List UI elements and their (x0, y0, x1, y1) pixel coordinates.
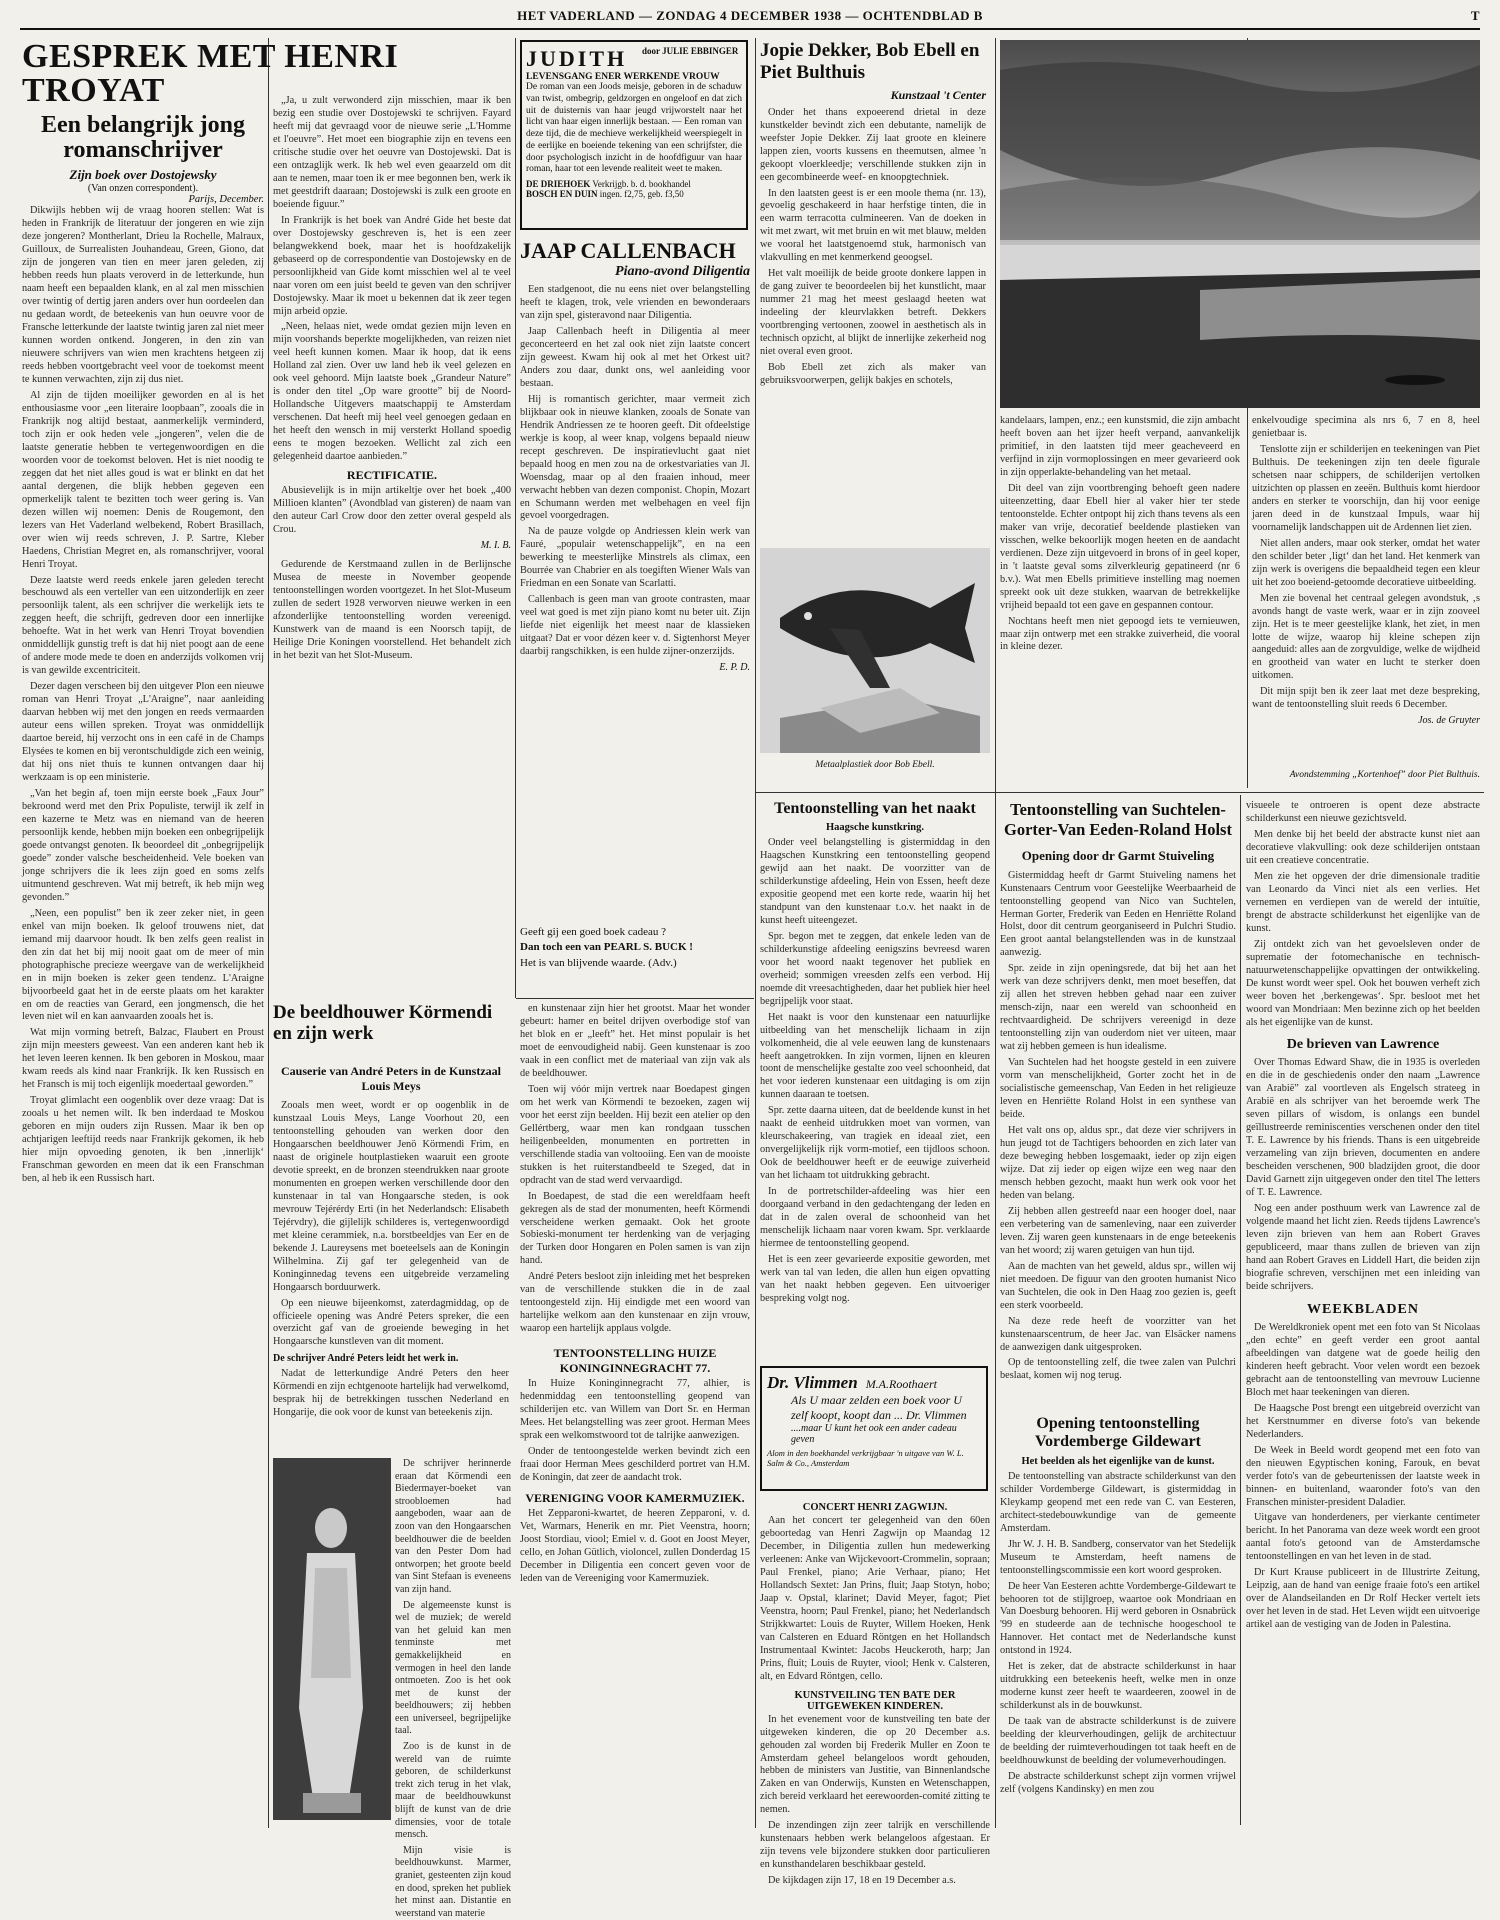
troyat-paragraph: „Van het begin af, toen mijn eerste boek „Faux Jour” bekroond werd met den Prix Populiste, terwijl ik zelf in een kazerne te Metz was en niemand van de heeren persoonlijk kende, hebben mijn boeken een onbegrijpelijk goede ontvangst genoten. Ik beoordeel dit „onbegrijpelijk goede” zonder valsche bescheidenheid. Vele boeken van jonge schrijvers die ik lees zijn goed en soms zelfs uitmuntend geschreven. Wat mij betreft, ik heb mijn weg gevonden.” (22, 788, 264, 903)
vlimmen-name: Dr. Vlimmen (767, 1373, 858, 1392)
vlimmen-footer: Alom in den boekhandel verkrijgbaar 'n uitgave van W. L. Salm & Co., Amsterdam (767, 1448, 964, 1468)
zagwijn-title: CONCERT HENRI ZAGWIJN. (802, 1502, 948, 1513)
troyat-paragraph: Wat mijn vorming betreft, Balzac, Flaubert en Proust zijn mijn meesters geweest. Van een anderen kant heb ik het leven leeren kennen. Ik ben geboren in Moskou, maar kwam reeds als kind naar Frankrijk. Ik ken Russisch en het Fransch is mij toch eigenlijk moedertaal geworden.” (22, 1027, 264, 1091)
judith-author: door JULIE EBBINGER (642, 46, 739, 56)
troyat-paragraph: Dikwijls hebben wij de vraag hooren stellen: Wat is heden in Frankrijk de literatuur der jongeren en wie zijn deze jongeren? Montherlant, Drieu la Rochelle, Malraux, Guilloux, de Surrealisten Jouhandeau, Green, Giono, dat zijn de jongeren van tien en meer jaren geleden, zij hebben reeds hun plaats veroverd in de letterkunde, hun naam heeft een bepaalden klank, en al zal men misschien over twintig of dertig jaren anders over hun oordeelen dan nu gedaan wordt, de beteekenis van hun oeuvre voor de Fransche letterkunde der laatste twintig jaren zal niet meer kunnen worden ontkend. Jongeren, in den zin van nieuwere schrijvers van wien men krachtens hetgeen zij reeds hebben voortgebracht veel voor de toekomst meent te kunnen verwachten, zijn zij dus niet. (22, 205, 264, 385)
bulthuis-paragraph: enkelvoudige specimina als nrs 6, 7 en 8, heel genietbaar is. (1252, 415, 1480, 439)
kormendi-paragraph: In Boedapest, de stad die een wereldfaam heeft gekregen als de stad der monumenten, heeft Körmendi verscheidene werken gemaakt. Ook het groote Sobieski-monument ter herdenking van de verjaging der Turken door Hongaren en Polen samen is van zijn hand. (520, 1190, 750, 1267)
troyat-dateline: Parijs, December. (188, 194, 264, 206)
troyat-column-2 (273, 95, 511, 995)
naakt-paragraph: Spr. zette daarna uiteen, dat de beeldende kunst in het naakt de eenheid uitdrukken moet van vormen, van kleurschakeering, van tragiek en ideaal ziet, een onvergelijkelijk rijk vorm-motief, een tijdloos schoon. Ook de beeldhouwer heeft er de eeuwige zuiverheid van het lichaam tot uitdrukking gebracht. (760, 1105, 990, 1182)
suchtelen-title: Tentoonstelling van Suchtelen-Gorter-Van Eeden-Roland Holst (1004, 800, 1232, 839)
callenbach-subtitle: Piano-avond Diligentia (615, 264, 750, 279)
naakt-title: Tentoonstelling van het naakt (774, 800, 976, 817)
judith-place: BOSCH EN DUIN (526, 189, 598, 200)
page-mark: T (1470, 8, 1480, 23)
section-rule (756, 792, 1484, 793)
troyat-paragraph: „Neen, helaas niet, wede omdat gezien mijn leven en mijn voorshands beperkte mogelijkheden, van reizen niet veel heeft kunnen komen. Maar ik hoop, dat ik eens Holland zal zien. Over uw land heb ik veel gelezen en ook veel gehoord. Mijn laatste boek „Grandeur Nature” is onder den titel „Op ware grootte” bij de Noord-Hollandsche Uitgevers maatschappij te Amsterdam verschenen. Dat heeft mij heel veel genoegen gedaan en het heeft den wensch in mij versterkt Holland spoedig eens te mogen bezoeken. Wellicht zal zich een gelegenheid daartoe aanbieden.” (273, 321, 511, 463)
callenbach-signature: E. P. D. (719, 662, 750, 674)
troyat-paragraph: In Frankrijk is het boek van André Gide het beste dat over Dostojewsky geschreven is, het is een zeer belangwekkend boek, maar het is hoofdzakelijk gebaseerd op de correspondentie van Dostojewsky en de persoonlijkheid van Gide komt misschien wel al te veel naar voren om een juist beeld te geven van den schrijver Dostojewsky. Maar ik moet u bekennen dat ik zeer tegen mijn arbeid opzie. (273, 214, 511, 317)
troyat-headline-block (22, 38, 512, 109)
metal-sculpture-photo (760, 548, 990, 753)
kormendi-paragraph: Zooals men weet, wordt er op oogenblik in de kunstzaal Louis Meys, Lange Voorhout 20, een tentoonstelling gehouden van werken door den Hongaarschen beeldhouwer Jenö Körmendi Frim, en naast de originele houtplastieken waaruit een groote devotie spreekt, en de bronzen steendrukken naar groote monumenten en groepen werken verschillende door den kunstenaar in tal van Hongaarsche steden, is ook mevrouw Tejérérdy Erti (in het Nederlandsch: Elisabeth Tejérvdry), die gijlelijk schilderes is, vertegenwoordigd met kleine cerammiek, n.a. borstbeeldjes van Eer en de bekende J. Laureysens met boeteelsels aan de Koningin Wilhelmina. Zij gaf ter gelegenheid van de Koninginnedag tevens een uitgebreide verzameling Hongaarsch borduurwerk. (273, 1100, 509, 1293)
suchtelen-article (1000, 800, 1236, 1410)
weekbladen-paragraph: De Week in Beeld wordt geopend met een foto van den nieuwen Egyptischen koning, Farouk, en bevat verder foto's van de gebeurtenissen der laatste week in binnen- en buitenland, waaronder foto's van den Franschen minister-president Daladier. (1246, 1444, 1480, 1508)
vlimmen-body: Als U maar zelden een boek voor U zelf koopt, koopt dan ... Dr. Vlimmen (791, 1393, 967, 1422)
lawrence-paragraph: Over Thomas Edward Shaw, die in 1935 is overleden en die in de geschiedenis onder den naam „Lawrence van Arabië” zal voortleven als Engelsch strateeg in Arabië en als schrijver van het beroemde werk The seven pillars of wisdom, is onlangs een bundel geïllustreerde reminiscenties verschenen onder den titel T. E. Lawrence by his friends. Thans is een uitgebreide verzameling van zijn brieven, documenten en andere bescheiden verschenen, 900 bladzijden groot, die door David Garnett zijn uitgegeven onder den titel The letters of T. E. Lawrence. (1246, 1057, 1480, 1199)
kormendi-column-2 (520, 1003, 750, 1825)
callenbach-paragraph: Hij is romantisch gerichter, maar vermeit zich blijkbaar ook in nieuwe klanken, zooals de Sonate van Hendrik Andriessen ze te hooren geeft. Dit ofdeelstige werkje is koop, al weer knap, volgens bepaald nieuw recept geschreven. De inspiratievlucht gaat niet bepaald hoog en men zou na de orkestvariaties van Jl. Woensdag, maar op al den fraaien inhoud, meer verwacht hebben van dezen componist. Chopin, Mozart en Schumann werden met welbehagen en veel fijn gevoel voorgedragen. (520, 393, 750, 522)
troyat-paragraph: „Ja, u zult verwonderd zijn misschien, maar ik ben bezig een studie over Dostojewski te schrijven. Fayard heeft mij dat gevraagd voor de nieuwe serie „L'Homme et l'oeuvre”. Het moet een biographie zijn en tevens een critische studie over het oeuvre van Dostojewski. Dat is een ontzaglijk werk. Ik heb wel even geaarzeld om dit aan te nemen, maar toen ik er mee begonnen ben, werk ik met geestdrift daaraan; Dostojewski is zulk een groote en boeiende figuur.” (273, 95, 511, 210)
vordemberge-paragraph: Het is zeker, dat de abstracte schilderkunst in haar uitdrukking een beteekenis heeft, welke men in onze moderne kunst zeer heeft te waardeeren, zoowel in de schilderkunst als in de bouwkunst. (1000, 1661, 1236, 1712)
column-rule (268, 38, 269, 1828)
kormendi-paragraph: Nadat de letterkundige André Peters den heer Körmendi en zijn echtgenoote hartelijk had verwelkomd, besprak hij de betrekkingen tusschen Nederland en Hongarije, die ook voor de kunst van beteekenis zijn. (273, 1368, 509, 1419)
veiling-paragraph: De kijkdagen zijn 17, 18 en 19 December a.s. (768, 1875, 956, 1887)
troyat-title: Een belangrijk jong romanschrijver (40, 112, 246, 164)
suchtelen-paragraph: Op de tentoonstelling zelf, die twee zalen van Pulchri beslaat, komen wij nog terug. (1000, 1357, 1236, 1382)
kormendi-paragraph: en kunstenaar zijn hier het grootst. Maar het wonder gebeurt: hamer en beitel drijven overbodige stof van het blok en er „leeft” het. Het minst populair is het moet de eenvoudigheid nabij. Geen kunstenaar is zoo vaak in een conflict met de materiaal van zijn vak als de beeldhouwer. (520, 1003, 750, 1079)
tentoonstelling-paragraph: Onder de tentoongestelde werken bevindt zich een fraai door Herman Mees geschilderd portret van H.M. de Koningin, dat zeer de aandacht trok. (520, 1446, 750, 1483)
callenbach-paragraph: Een stadgenoot, die nu eens niet over belangstelling heeft te klagen, trok, vele vrienden en bewonderaars van zijn spel, gisteravond naar Diligentia. (520, 284, 750, 321)
dekker-article (760, 40, 986, 545)
kormendi-subtitle: Causerie van André Peters in de Kunstzaal Louis Meys (281, 1064, 501, 1093)
statue-image (273, 1458, 391, 1820)
column-rule (1240, 795, 1241, 1825)
naakt-paragraph: Het naakt is voor den kunstenaar een natuurlijke uitbeelding van het menschelijk lichaam in zijn volkomenheid, die al vele eeuwen lang de kunstenaars heeft aangetrokken. In zijn vormen, lijnen en kleuren toont de menschelijke gestalte zoo veel schoonheid, dat het voor iederen kunstenaar een uitdaging is om zijn kunnen daaraan te toetsen. (760, 1011, 990, 1101)
column-rule (755, 38, 756, 1828)
vlimmen-advertisement (760, 1366, 988, 1491)
museum-note: Gedurende de Kerstmaand zullen in de Berlijnsche Musea de meeste in November geopende tentoonstellingen worden voortgezet. In het Slot-Museum zullen de sedert 1928 verworven nieuwe werken in een afzonderlijke tentoonstelling worden vereenigd. Kunstwerk van de maand is een Noorsch tapijt, de Heilige Drie Koningen voorstellend. Het behandelt zich in het bezit van het Slot-Museum. (273, 559, 511, 661)
vlimmen-author: M.A.Roothaert (865, 1377, 938, 1391)
abstract-paragraph: visueele te ontroeren is opent deze abstracte schilderkunst een nieuwe gezichtsveld. (1246, 800, 1480, 824)
buck-ad-tag: (Adv.) (648, 956, 677, 969)
callenbach-paragraph: Jaap Callenbach heeft in Diligentia al meer geconcerteerd en het zal ook niet zijn laatste concert zijn geweest. Kwam hij ook al met het Orkest uit? Anders zou daar, dunkt ons, wel aanleiding voor bestaan. (520, 325, 750, 389)
naakt-paragraph: Spr. begon met te zeggen, dat enkele leden van de schilderkunstige afdeeling eenigszins bevreesd waren voor het woord naakt tegenover het publiek en overheid; sommigen vreesden zelfs een verbod. Hij noemde dit vreesachtigheden, daar het publiek hier heel begrijpelijk voor staat. (760, 930, 990, 1007)
kormendi-paragraph: Mijn visie is beeldhouwkunst. Marmer, graniet, gesteenten zijn koud en dood, spreken het publiek het minst aan. Distantie en weerstand van materie (395, 1844, 511, 1919)
weekbladen-paragraph: De Haagsche Post brengt een uitgebreid overzicht van het Kerstnummer en diverse foto's van bekende Nederlanders. (1246, 1402, 1480, 1440)
troyat-paragraph: Al zijn de tijden moeilijker geworden en al is het enthousiasme voor „een literaire loopbaan”, zooals die in Frankrijk nog altijd bestaat, aanmerkelijk verminderd, toch zijn er ook heden vele „jongeren”, velen die de laatste generatie hebben te vertegenwoordigen en die woorden voor de toekomst beloven. Het is niet noodig te zeggen dat het niet alles goud is wat er blinkt en dat het aantal dergenen, die blijk hebben gegeven een opmerkelijk talent te bezitten toch weer gering is. Van dezen willen wij noemen: Denis de Rougemont, den lezers van Het Vaderland welbekend, Robert Brasillach, over wien wij reeds schreven, J. P. Sartre, Kleber Haedens, Christian Megret en, als romanschrijver, vooral Henri Troyat. (22, 389, 264, 570)
abstract-paragraph: Men zie het opgeven der drie dimensionale traditie van Leonardo da Vinci niet als een verlies. Het vernemen en verdiepen van de wereld der intuïtie, brengt de abstracte schilderkunst het eigenlijke van de kunst. (1246, 870, 1480, 934)
kormendi-paragraph: Op een nieuwe bijeenkomst, zaterdagmiddag, op de officieele opening was André Peters spreker, die een overzicht gaf van de groeiende beweging in het Hongaarsche kunstleven van dit moment. (273, 1297, 509, 1348)
ebell-paragraph: Dit deel van zijn voortbrenging behoeft geen nadere uiteenzetting, daar Ebell hier al vaker hier ter stede tentoonstelde. Echter ontpopt hij zich thans tevens als een maker van vrije, decoratief beeldende plastieken van visschen, welke bekoorlijk mogen heeten en de aandacht verdienen. Deze zijn uitgevoerd in brons of in geel koper, in 't laatste geval soms zilverkleurig gepatineerd (nr 6 b.v.). Wat men Ebells primitieve instelling mag noemen spreekt ook uit deze stukken, waarvan de betrekkelijke vrijheid bepaald tot een gave en gespannen contour. (1000, 482, 1240, 611)
column-rule (515, 38, 516, 998)
buck-ad-line: Het is van blijvende waarde. (520, 956, 646, 969)
judith-subtitle: LEVENSGANG ENER WERKENDE VROUW (526, 72, 720, 82)
dekker-paragraph: In den laatsten geest is er een moole thema (nr. 13), gevoelig geschakeerd in haar herfstige tinten, die in een warm terracotta culmineeren. Van de doeken in wit met zwart, wit met bruin en wit met blauw, melden we vooral het laatstgenoemd stuk, harmonisch van vlakvulling en met kenmerkend geoogsel. (760, 187, 986, 264)
concert-zagwijn (760, 1498, 990, 1887)
judith-publisher: DE DRIEHOEK (526, 179, 591, 190)
vordemberge-paragraph: De tentoonstelling van abstracte schilderkunst van den schilder Vordemberge Gildewart, is gistermiddag in Kleykamp geopend met een rede van C. van Eesteren, architect-stedebouwkundige van de gemeente Amsterdam. (1000, 1470, 1236, 1534)
lawrence-paragraph: Nog een ander posthuum werk van Lawrence zal de volgende maand het licht zien. Reeds tijdens Lawrence's leven zijn brieven van hem aan Robert Graves gepubliceerd, maar thans zullen de brieven van zijn hand aan Robert Graves en Liddell Hart, die beiden zijn biografie schreven, verschijnen met een inleiding van beide schrijvers. (1246, 1203, 1480, 1292)
veiling-paragraph: De inzendingen zijn zeer talrijk en verschillende kunstenaars hebben werk belangeloos afgestaan. Er zijn tevens vele bijzondere stukken door particulieren en kunsthandelaren beschikbaar gesteld. (760, 1820, 990, 1871)
kamermuziek-paragraph: Het Zepparoni-kwartet, de heeren Zepparoni, v. d. Vet, Warmars, Henerik en mr. Piet Veenstra, hoorn; Joost Stordiau, viool; Emiel v. d. Goot en Joost Meyer, cello, en Johan Gütlich, violoncel, zullen Donderdag 15 December in Diligentia een concert geven voor de leden van de Vereeniging voor Kamermuziek. (520, 1507, 750, 1584)
painting-caption: Avondstemming „Kortenhoef” door Piet Bulthuis. (1289, 770, 1480, 780)
kamermuziek-title: VERENIGING VOOR KAMERMUZIEK. (525, 1490, 745, 1505)
vordemberge-subtitle: Het beelden als het eigenlijke van de kunst. (1021, 1455, 1215, 1467)
weekbladen-paragraph: De Wereldkroniek opent met een foto van St Nicolaas „den echte” en geeft verder een groot aantal afbeeldingen van datgene wat de goede heilig den kinderen heeft gebracht. Voor velen wordt een bezoek gebracht aan de tentoonstelling van mevrouw Lucienne Bloch met haar teekeningen van dieren. (1246, 1321, 1480, 1398)
troyat-column-1 (22, 95, 264, 1830)
judith-advertisement (520, 40, 748, 230)
troyat-correspondent: (Van onzen correspondent). (87, 183, 199, 195)
kormendi-column-1b (395, 1458, 511, 1919)
bulthuis-article (1252, 415, 1480, 765)
kormendi-paragraph: De schrijver herinnerde eraan dat Körmendi een Biedermayer-boeket van stroobloemen had aangeboden, waar aan de zoon van den Hongaarschen beeldhouwer die de beelden van den Pester Dom had ontworpen; het groote beeld van Sint Stefaan is eveneens van zijn hand. (395, 1458, 511, 1595)
naakt-venue: Haagsche kunstkring. (825, 822, 925, 833)
vordemberge-paragraph: Jhr W. J. H. B. Sandberg, conservator van het Stedelijk Museum te Amsterdam, heeft namens de tentoonstellingscommissie een kort woord gesproken. (1000, 1538, 1236, 1576)
kormendi-title: De beeldhouwer Körmendi en zijn werk (273, 1002, 493, 1044)
dekker-paragraph: Bob Ebell zet zich als maker van gebruiksvoorwerpen, gelijk bakjes en schotels, (760, 362, 986, 387)
fish-sculpture-image (760, 548, 990, 753)
callenbach-title: JAAP CALLENBACH (520, 238, 736, 263)
suchtelen-paragraph: Zij hebben allen gestreefd naar een hooger doel, naar een verbetering van de samenleving, naar een zuiverder leven. Zij waren geen kunstenaars in de enge beteekenis van het woord; zij waren getuigen van hun tijd. (1000, 1205, 1236, 1256)
masthead-title: HET VADERLAND — ZONDAG 4 DECEMBER 1938 — OCHTENDBLAD B (517, 8, 983, 23)
veiling-title: KUNSTVEILING TEN BATE DER UITGEWEKEN KINDEREN. (794, 1689, 956, 1712)
buck-ad-line: Dan toch een van PEARL S. BUCK ! (520, 941, 693, 954)
naakt-article (760, 800, 990, 1360)
masthead (20, 8, 1480, 30)
vordemberge-title: Opening tentoonstelling Vordemberge Gildewart (1034, 1415, 1202, 1451)
vordemberge-article (1000, 1415, 1236, 1830)
kormendi-statue-photo (273, 1458, 391, 1820)
metal-sculpture-caption: Metaalplastiek door Bob Ebell. (815, 760, 935, 770)
vordemberge-paragraph: De abstracte schilderkunst schept zijn vormen vrijwel zelf (volgens Kandinsky) en men zou (1000, 1771, 1236, 1796)
ebell-paragraph: Nochtans heeft men niet gepoogd iets te vernieuwen, maar zijn ontwerp met een strakke zuiverheid, die vooral in kleine dezer. (1000, 615, 1240, 653)
dekker-paragraph: Onder het thans expoeerend drietal in deze kunstkelder bevindt zich een debutante, namelijk de weefster Jopie Dekker. Zij laat groote en kleinere lappen zien, voorts kussens en theemutsen, almee 'n gekoopt vloerkleedje; verschillende stukken zijn in een gecombineerde weef- en knoopgtechniek. (760, 106, 986, 183)
suchtelen-paragraph: Van Suchtelen had het hoogste gesteld in een zuivere vorm van menschelijkheid, Gorter zocht het in de socialistische gemeenschap, Van Eeden in het religieuze leven en Henriëtte Roland Holst in een synthese van beide. (1000, 1057, 1236, 1121)
naakt-paragraph: Het is een zeer gevarieerde expositie geworden, met werk van tal van leden, die allen hun eigen opvatting van het naakt hebben gegeven. Een uitvoeriger bespreking volgt nog. (760, 1254, 990, 1304)
tentoonstelling-koninginnegracht-title: TENTOONSTELLING HUIZE KONINGINNEGRACHT 77. (553, 1346, 717, 1376)
bulthuis-paragraph: Men zie bovenal het centraal gelegen avondstuk, ‚s avonds hangt de vaste werk, waar er in zijn zooveel zijn. Het is te meer geestelijke klank, het ziet, in men lotte de wijze, waarop hij kleine schepen zijn aangeduid: alles aan de zorgvuldige, welke de wijdheid en grootheid van water en lucht te sterker doen uitkomen. (1252, 592, 1480, 682)
bulthuis-paragraph: Dit mijn spijt ben ik zeer laat met deze bespreking, want de tentoonstelling sluit reeds 6 December. (1252, 686, 1480, 711)
suchtelen-paragraph: Spr. zeide in zijn openingsrede, dat bij het aan het werk van deze schrijvers denkt, men moet beseffen, dat zij allen het streven hebben gehad naar een zuiver mensch-zijn, naar een wereld van schoonheid en rechtvaardigheid. De schrijvers vereenigd in deze tentoonstelling zijn van ouderdom niet ver uiteen, maar wat zij hebben gemeen is hun idealisme. (1000, 963, 1236, 1053)
abstract-paragraph: Zij ontdekt zich van het gevoelsleven onder de suprematie der fotomechanische en technisch-natuurwetenschappelijke opvattingen der ontwikkeling. De kunst wordt weer spel. Ook het bouwen verheft zich weer boven het ‚berkengewas‘. Spr. besloot met het woord van Mondriaan: Men bezinne zich op het beelden als het eigenlijke van de kunst. (1246, 938, 1480, 1028)
rectificatie-signature: M. I. B. (480, 540, 511, 551)
naakt-paragraph: Onder veel belangstelling is gistermiddag in den Haagschen Kunstkring een tentoonstelling geopend gewijd aan het naakt. De voorzitter van de schilderkunstige afdeeling, Hein von Essen, heeft deze expositie geopend met een korte rede, waarin hij het standpunt van den kunstenaar t.o.v. het naakt in de kunst heeft uiteengezet. (760, 837, 990, 926)
judith-title: JUDITH (526, 46, 628, 71)
judith-prices: ingen. f2,75, geb. f3,50 (599, 189, 684, 200)
kormendi-paragraph: André Peters besloot zijn inleiding met het bespreken van de verschillende stukken die in de zaal tentoongesteld zijn. Hij eindigde met een woord van hartelijke welkom aan den kunstenaar en zijn vrouw, waarop een hartelijk applaus volgde. (520, 1271, 750, 1335)
troyat-paragraph: Dezer dagen verscheen bij den uitgever Plon een nieuwe roman van Henri Troyat „L'Araigne”, naar aanleiding daarvan hebben wij met den jongen en reeds vermaarden auteur eens willen spreken. Troyat was onmiddellijk daartoe bereid, hij verzocht ons in een café in de Champs Elysées te komen en bij verontschuldigde zich een weinig, dat hij ons niet thuis te kunnen ontvangen daar hij werkzaam is op een ministerie. (22, 681, 264, 784)
section-rule (516, 998, 754, 999)
bulthuis-paragraph: Tenslotte zijn er schilderijen en teekeningen van Piet Bulthuis. De teekeningen zijn ten deele figurale schetsen naar schippers, de schilderijen vertolken uitzichten op plassen en zeeën. Bulthuis komt hierdoor anders en sterker te voorschijn, dan hij voor eenige jaren deed in de kunstzaal Impuls, waar hij voornamelijk landschappen uit de Ardennen liet zien. (1252, 443, 1480, 533)
bulthuis-signature: Jos. de Gruyter (1418, 715, 1480, 727)
callenbach-paragraph: Na de pauze volgde op Andriessen klein werk van Fauré, „populair wetenschappelijk”, en na een bewerking te meesterlijke Minstrels als climax, een Bourrée van Chabrier en als toegiften Wiener Wals van Friedman en een Sonate van Scarlatti. (520, 526, 750, 590)
troyat-paragraph: Troyat glimlacht een oogenblik over deze vraag: Dat is zooals u het nemen wilt. Ik ben inderdaad te Moskou geboren en mijn ouders zijn Russen. Maar ik ben op achtjarigen leeftijd reeds naar Frankrijk gekomen, ik heb hier mijn opvoeding genoten, ik ben ‚innerlijk‘ Franschman geworden en meen dat ik een Franschman ben, al heb ik een Russisch hart. (22, 1095, 264, 1185)
vordemberge-paragraph: De heer Van Eesteren achtte Vordemberge-Gildewart te behooren tot de stijlgroep, waartoe ook Mondriaan en Van Doesburg behooren. Hij werd geboren in Osnabrück '99 en studeerde aan de technische hoogeschool te Hannover. Het contact met de Nederlandsche kunst ontstond in 1924. (1000, 1580, 1236, 1657)
troyat-paragraph: „Neen, een populist” ben ik zeer zeker niet, in geen enkel van mijn boeken. Ik geloof trouwens niet, dat iemand mij daarvoor houdt. Ik ben zelfs geen realist in den zin dat het bij mij nooit gaat om de meer of min photographische precieze weergave van de werkelijkheid en in mijn boeken is zeker geen tendenz. L'Araigne bijvoorbeeld gaat het in de eerste plaats om het karakter en om de reacties van Gerard, een jongmensch, die het leven niet wil en kan aanvaarden zooals het is. (22, 907, 264, 1023)
right-column (1246, 800, 1480, 1830)
ebell-continued (1000, 415, 1240, 790)
weekbladen-title: WEEKBLADEN (1307, 1301, 1419, 1317)
judith-body: De roman van een Joods meisje, geboren in de schaduw van twist, ombegrip, geldzorgen en ongeloof en dat zich uit de duisternis van haar jeugd vrijworstelt naar het licht van haar eigen innerlijk bestaan. — Een roman van deze tijd, die de mechieve werkelijkheid weerspiegelt in de eerlijke en boeiende tekening van een schrijfster, die door psychologisch inzicht in de hoofdfiguur van haar roman, haar tot een levende realiteit weet te maken. (526, 82, 742, 175)
kormendi-paragraph: De algemeenste kunst is wel de muziek; de wereld van het geluid kan men tenminste met gemakkelijkheid en vermogen in heel den lande ontmoeten. Zoo is het ook met de kunst der beeldhouwers; zij hebben een universeel, begrijpelijke taal. (395, 1599, 511, 1737)
vlimmen-line2: ....maar U kunt het ook een ander cadeau geven (791, 1423, 957, 1445)
painting-photo (1000, 40, 1480, 408)
suchtelen-subtitle: Opening door dr Garmt Stuiveling (1021, 847, 1215, 863)
abstract-paragraph: Men denke bij het beeld der abstracte kunst niet aan decoratieve vlakvulling: ook deze schilderijen ontstaan uit een creatieve concentratie. (1246, 828, 1480, 866)
bulthuis-paragraph: Niet allen anders, maar ook sterker, omdat het water den schilder beter ‚ligt‘ dan het land. Het kenmerk van zijn werk is overigens die bepaaldheid tegen een kleur uit het zoo boeiend-getoomde decoratieve uitbeelding. (1252, 537, 1480, 588)
troyat-subtitle: Zijn boek over Dostojewsky (69, 167, 217, 183)
weekbladen-paragraph: Dr Kurt Krause publiceert in de Illustrirte Zeitung, Leipzig, aan de hand van eenige fraaie foto's een artikel over de Alandseilanden en Dr Rolf Hecker vertelt iets over het leven in de stad. Het Leven wijdt een uitvoerige artikel aan de vestiging van de Joden in Palestina. (1246, 1567, 1480, 1631)
landscape-painting-image (1000, 40, 1480, 408)
suchtelen-paragraph: Gistermiddag heeft dr Garmt Stuiveling namens het Kunstenaars Centrum voor Geestelijke Weerbaarheid de tentoonstelling geopend van Nico van Suchtelen, Herman Gorter, Frederik van Eeden en Henriëtte Roland Holst, door dit centrum georganiseerd in Pulchri Studio. Een groot aantal belangstellenden was in de kunstzaal aanwezig. (1000, 869, 1236, 959)
kormendi-photo-caption: De schrijver André Peters leidt het werk in. (273, 1353, 459, 1365)
zagwijn-paragraph: Aan het concert ter gelegenheid van den 60en geboortedag van Henri Zagwijn op Maandag 12 December, in Diligentia zullen hun medewerking verleenen: Anke van Wijckevoort-Crommelin, sopraan; Paul Frenkel, piano; Arie Verhaar, piano; Het Hollandsch Sextet: Jan Prins, fluit; Jaap Stotyn, hobo; Jaap v. Opstal, klarinet; David Meyer, fagot; Piet Veenstra, hoorn; Paul Frenkel, piano; het Nederlandsch Strijkkwartet: Louis de Ruyter, Willem Hoeken, Henk van Calsteren en Eduard Röntgen en het Hollandsch Instrumentaal Kwintet: Jacobs Heuckeroth, harp; Jan Prins, fluit; Louis de Ruyter, viool; Henk v. Calsteren, alt, en Edvard Röntgen, cello. (760, 1515, 990, 1682)
judith-publisher-info: Verkrijgb. b. d. bookhandel (592, 179, 691, 190)
suchtelen-paragraph: Na deze rede heeft de voorzitter van het kunstenaarscentrum, de heer Jac. van Elsäcker namens de aanwezigen dank uitgesproken. (1000, 1315, 1236, 1353)
callenbach-article (520, 238, 750, 838)
suchtelen-paragraph: Het valt ons op, aldus spr., dat deze vier schrijvers in hun jeugd tot de Tachtigers behoorden en zich later van deze beweging hebben losgemaakt, ieder op zijn eigen wijze. Dat zij ieder op eigen wijze een weg naar den mensch hebben gezocht, maakt hun werk ook voor het heden van belang. (1000, 1125, 1236, 1201)
vordemberge-paragraph: De taak van de abstracte schilderkunst is de zuivere beelding der kleurverhoudingen, gelijk de architectuur de beelding der ruimteverhoudingen tot taak heeft en de beeldhouwkunst de beelding der volumeverhoudingen. (1000, 1716, 1236, 1767)
tentoonstelling-paragraph: In Huize Koninginnegracht 77, alhier, is hedenmiddag een tentoonstelling geopend van schilderijen etc. van Willem van Dort Sr. en Herman Mees. Het belangstelling was zeer groot. Herman Mees sprak een welkomstwoord tot de talrijke aanwezigen. (520, 1378, 750, 1442)
lawrence-title: De brieven van Lawrence (1286, 1037, 1440, 1053)
troyat-paragraph: Deze laatste werd reeds enkele jaren geleden terecht beschouwd als een verteller van een uitzonderlijk en zeer persoonlijk talent, als een schrijver die werkelijk iets te zeggen heeft, die schrijft, gedreven door een innerlijke behoefte. Wat in het werk van Henri Troyat bovendien onmiddellijk gunstig treft is dat hij niet poogt aan de eene of andere mode mede te doen en anderzijds volkomen vrij is van gewilde excentriciteit. (22, 574, 264, 677)
troyat-headline: GESPREK MET HENRI TROYAT (22, 38, 399, 109)
buck-ad-line: Geeft gij een goed boek cadeau ? (520, 926, 666, 938)
dekker-title: Jopie Dekker, Bob Ebell en Piet Bulthuis (760, 40, 980, 83)
veiling-paragraph: In het evenement voor de kunstveiling ten bate der uitgeweken kinderen, die op 20 December a.s. gehouden zal worden bij Frederik Muller en Zoon te Amsterdam geheel belangeloos wordt gehouden, hebben de ministers van Justitie, van Binnenlandsche Zaken en van Onderwijs, Kunsten en Wetenschappen, zich bereid verklaard het eerewoorden-comité zitting te nemen. (760, 1713, 990, 1816)
callenbach-paragraph: Callenbach is geen man van groote contrasten, maar veel wat goed is met zijn piano komt nu beter uit. Zijn liefde niet eigenlijk het meest naar de klassieken uitgaat? Dat er voor dézen keer v. d. Sigtenhorst Meyer daarbij rangschikken, is een hulde zijner-onzerzijds. (520, 594, 750, 658)
naakt-paragraph: In de portretschilder-afdeeling was hier een doorgaand verband in den gedachtengang der leden en dat in de zalen overal de schoonheid van het menschelijk lichaam naar voren kwam. Spr. verklaarde hiermee de tentoonstelling geopend. (760, 1186, 990, 1250)
kormendi-paragraph: Toen wij vóór mijn vertrek naar Boedapest gingen om het werk van Körmendi te bezoeken, zagen wij voor het eerst zijn beelden. Hij bezit een atelier op den Gellértberg, waar men kan rondgaan tusschen heiligenbeelden, monumenten en portretten in verschillende stadia van voltooiing. Een van de mooiste stukken is het ruiterstandbeeld te Szeged, dat in opdracht van de stad werd vervaardigd. (520, 1083, 750, 1186)
weekbladen-paragraph: Uitgave van honderdeners, per vierkante centimeter bericht. In het Panorama van deze week wordt een groot aantal foto's getoond van de Amsterdamsche tentoonstellingen en van het leven in de stad. (1246, 1512, 1480, 1563)
rectificatie-text: Abusievelijk is in mijn artikeltje over het boek „400 Millioen klanten” (Avondblad van gisteren) de naam van den auteur Carl Crow door den zetter overal gespeld als Crou. (273, 485, 511, 536)
kormendi-paragraph: Zoo is de kunst in de wereld van de ruimte geboren, de schilderkunst trekt zich terug in het vlak, maar de beeldhouwkunst blijft de kunst van de drie dimensies, voor de totale mensch. (395, 1741, 511, 1841)
rectificatie-title: RECTIFICATIE. (346, 468, 438, 483)
dekker-paragraph: Het valt moeilijk de beide groote donkere lappen in de gang zuiver te beoordeelen bij het kunstlicht, maar nummer 21 mag het meest geslaagd heeten wat indeeling der kleurvlakken betreft. Dekkers voortbrenging vertoonen, zoowel in aesthetisch als in technisch opzicht, al blijkt de innerlijke zekerheid nog niet overal even groot. (760, 268, 986, 358)
ebell-paragraph: kandelaars, lampen, enz.; een kunstsmid, die zijn ambacht heeft boven aan het ijzer heeft verpand, aanvankelijk primitief, in den laatsten tijd meer geacheveerd en verfijnd in zijn vormoplossingen en meer gevarieerd ook in zijn opperlakte-behandeling van het metaal. (1000, 415, 1240, 478)
suchtelen-paragraph: Aan de machten van het geweld, aldus spr., willen wij niet meedoen. De figuur van den grooten humanist Nico van Suchtelen, die ook in Den Haag zoo gezien is, geeft een sterk voorbeeld. (1000, 1260, 1236, 1311)
pearl-buck-advertisement (520, 925, 750, 991)
dekker-venue: Kunstzaal 't Center (890, 87, 986, 102)
column-rule (995, 38, 996, 1828)
